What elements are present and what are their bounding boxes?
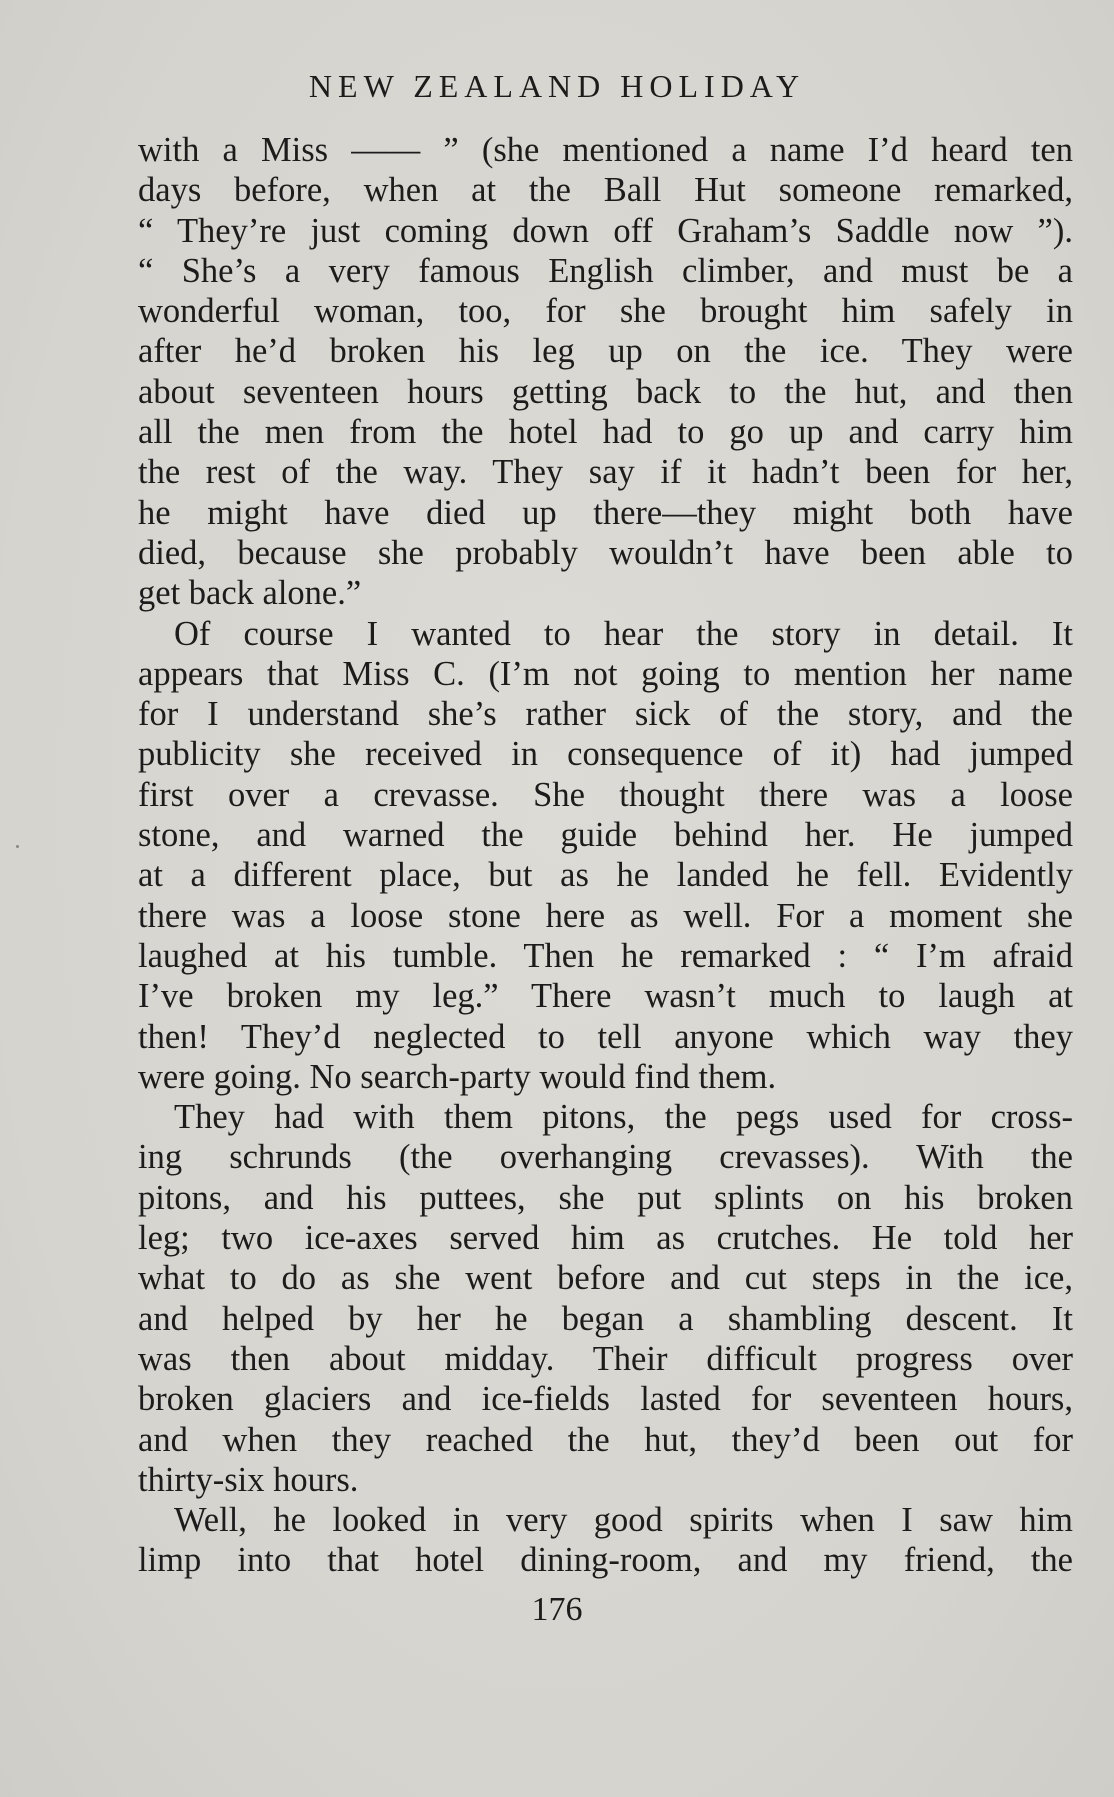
page-number: 176: [531, 1591, 583, 1628]
text-line: what to do as she went before and cut steps in the ice,: [138, 1259, 1073, 1298]
text-line: the rest of the way. They say if it hadn’t been for her,: [138, 453, 1073, 492]
text-line: broken glaciers and ice-fields lasted for seventeen hours,: [138, 1380, 1073, 1419]
text-line: I’ve broken my leg.” There wasn’t much to laugh at: [138, 977, 1073, 1016]
text-line: Well, he looked in very good spirits when I saw him: [174, 1501, 1073, 1540]
text-line: pitons, and his puttees, she put splints on his broken: [138, 1178, 1073, 1217]
text-line: for I understand she’s rather sick of the story, and the: [138, 695, 1073, 734]
text-line: he might have died up there—they might both have: [138, 493, 1073, 532]
text-line: then! They’d neglected to tell anyone which way they: [138, 1017, 1073, 1056]
text-line: all the men from the hotel had to go up and carry him: [138, 413, 1073, 452]
text-line: appears that Miss C. (I’m not going to mention her name: [138, 654, 1073, 693]
margin-speck: [16, 845, 19, 848]
text-line: limp into that hotel dining-room, and my friend, the: [138, 1541, 1073, 1580]
text-line: thirty-six hours.: [138, 1460, 359, 1499]
text-line: first over a crevasse. She thought there was a loose: [138, 775, 1073, 814]
text-line: was then about midday. Their difficult progress over: [138, 1339, 1073, 1378]
text-line: leg; two ice-axes served him as crutches. He told her: [138, 1219, 1073, 1258]
text-line: They had with them pitons, the pegs used for cross-: [174, 1098, 1073, 1137]
text-line: Of course I wanted to hear the story in detail. It: [174, 614, 1073, 653]
text-line: publicity she received in consequence of it) had jumped: [138, 735, 1073, 774]
text-line: about seventeen hours getting back to the hut, and then: [138, 372, 1073, 411]
text-line: there was a loose stone here as well. For a moment she: [138, 896, 1073, 935]
text-line: at a different place, but as he landed he fell. Evidently: [138, 856, 1073, 895]
text-line: “ She’s a very famous English climber, and must be a: [138, 251, 1073, 290]
text-line: ing schrunds (the overhanging crevasses). With the: [138, 1138, 1073, 1177]
text-line: laughed at his tumble. Then he remarked : “ I’m afraid: [138, 936, 1073, 975]
text-line: days before, when at the Ball Hut someone remarked,: [138, 171, 1073, 210]
text-line: and helped by her he began a shambling descent. It: [138, 1299, 1073, 1338]
text-line: with a Miss —— ” (she mentioned a name I’d heard ten: [138, 131, 1073, 169]
text-line: wonderful woman, too, for she brought him safely in: [138, 292, 1073, 331]
text-line: were going. No search-party would find them.: [138, 1057, 777, 1096]
text-line: after he’d broken his leg up on the ice. They were: [138, 332, 1073, 371]
text-line: get back alone.”: [138, 574, 362, 613]
text-line: and when they reached the hut, they’d been out for: [138, 1420, 1073, 1459]
text-line: died, because she probably wouldn’t have been able to: [138, 533, 1073, 572]
running-head: NEW ZEALAND HOLIDAY: [308, 68, 806, 104]
body-text: [138, 130, 1073, 1581]
text-line: “ They’re just coming down off Graham’s Saddle now ”).: [138, 211, 1073, 250]
text-line: stone, and warned the guide behind her. He jumped: [138, 816, 1073, 855]
